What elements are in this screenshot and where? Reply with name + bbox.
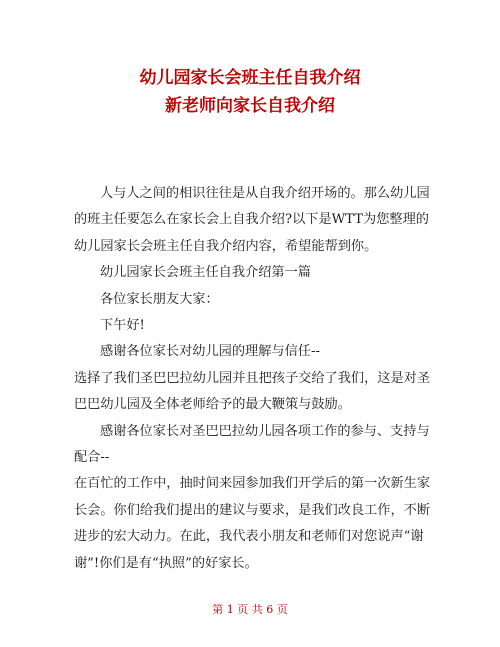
paragraph-afternoon: 下午好! [100, 318, 145, 334]
body-text [74, 181, 432, 577]
title-line-2: 新老师向家长自我介绍 [165, 96, 335, 116]
page-footer: 第 1 页 共 6 页 [212, 603, 288, 616]
paragraph-greeting: 各位家长朋友大家： [100, 291, 219, 307]
paragraph-choice: 选择了我们圣巴巴拉幼儿园并且把孩子交给了我们，这是对圣巴巴幼儿园及全体老师给予的最大鞭策与鼓励。 [74, 370, 431, 413]
paragraph-meeting: 在百忙的工作中，抽时间来园参加我们开学后的第一次新生家长会。你们给我们提出的建议与要求，是我们改良工作，不断进步的宏大动力。在此，我代表小朋友和老师们对您说声“谢谢”!你们是有“执照”的好家长。 [74, 476, 431, 571]
paragraph-thanks-2: 感谢各位家长对圣巴巴拉幼儿园各项工作的参与、支持与配合-- [74, 423, 430, 466]
paragraph-heading: 幼儿园家长会班主任自我介绍第一篇 [100, 265, 311, 281]
title-line-1: 幼儿园家长会班主任自我介绍 [139, 68, 361, 88]
paragraph-thanks-1: 感谢各位家长对幼儿园的理解与信任-- [100, 344, 320, 360]
paragraph-intro: 人与人之间的相识往往是从自我介绍开场的。那么幼儿园的班主任要怎么在家长会上自我介绍?以下是WTT为您整理的幼儿园家长会班主任自我介绍内容，希望能帮到你。 [74, 186, 430, 254]
